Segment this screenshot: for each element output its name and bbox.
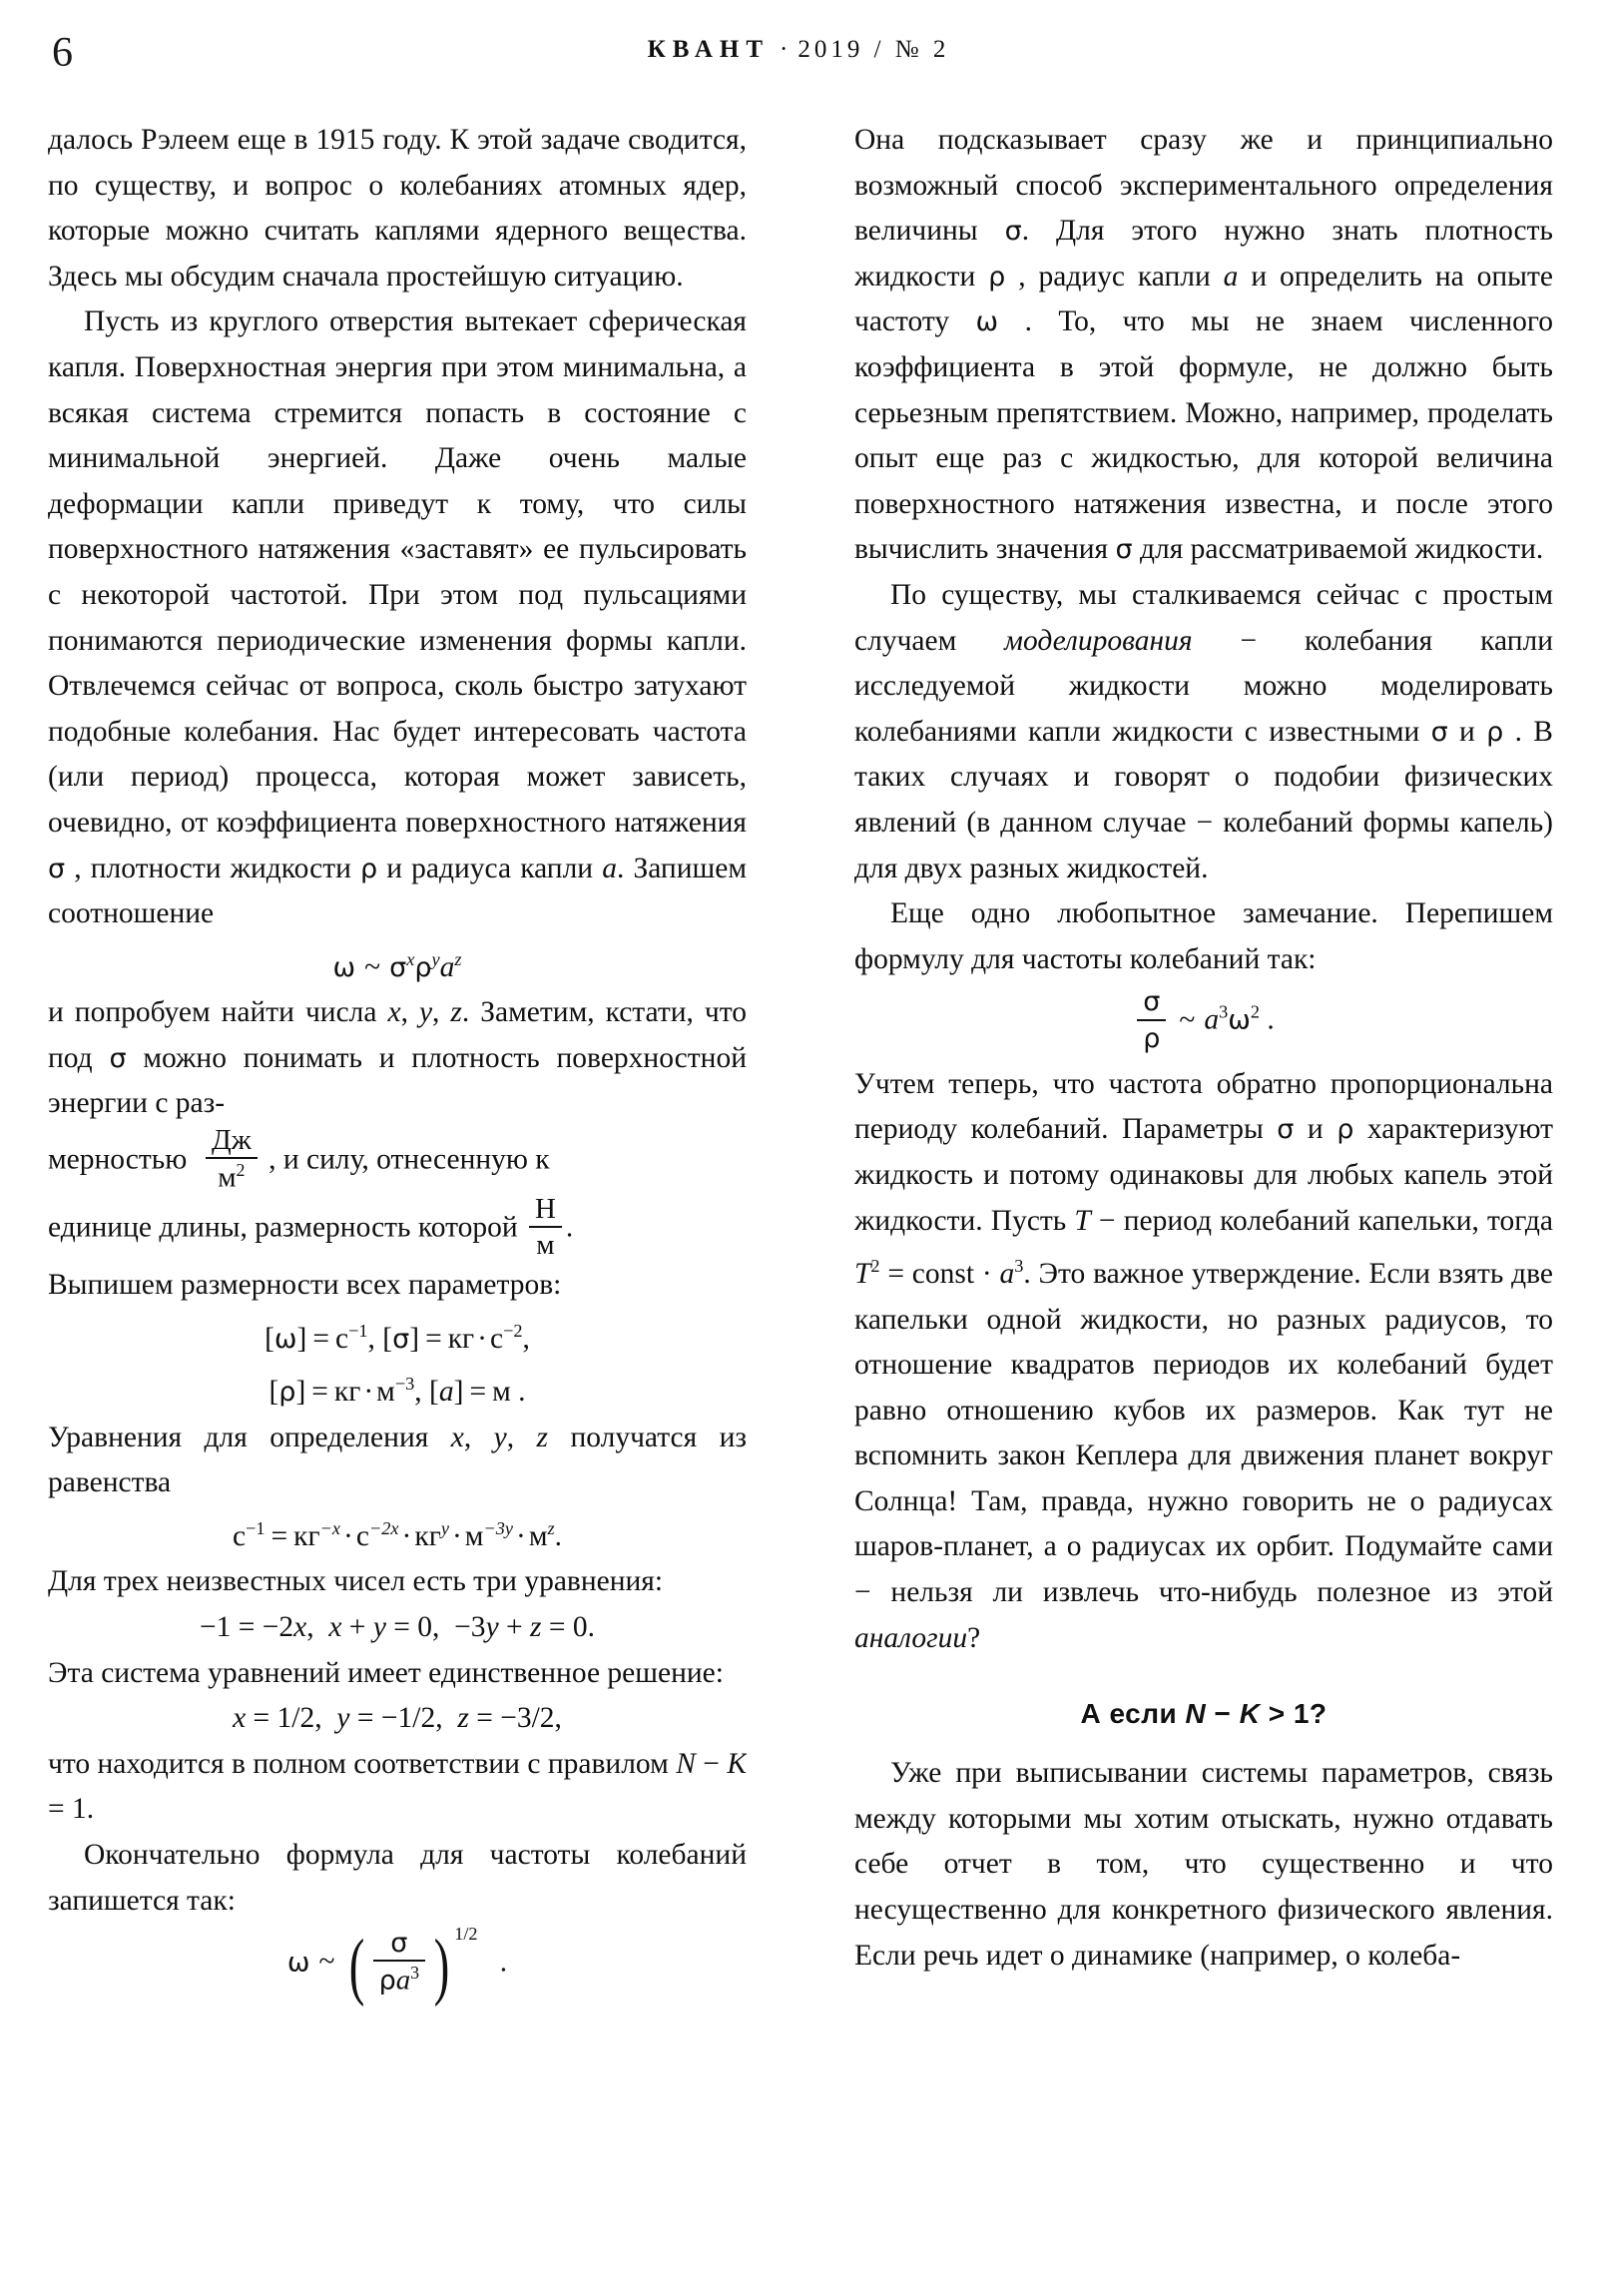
fraction-joule-per-m2: $\frac{Дж}{м^2}$ — [206, 1125, 258, 1194]
running-head-separator: · — [780, 36, 789, 63]
paragraph-9: Эта система уравнений имеет единственное решение: — [48, 1656, 724, 1689]
paragraph-10: что находится в полном соответствии с правилом N − K = 1. — [48, 1747, 747, 1826]
section-subheading — [854, 1691, 1553, 1737]
equation-solution: x = 1/2, y = −1/2, z = −3/2, — [233, 1702, 562, 1735]
paragraph-1: далось Рэлеем еще в 1915 году. К этой задаче сводится, по существу, и вопрос о колебаниях атомных ядер, которые можно считать каплями ядерного вещества. Здесь мы обсудим сначала простейшую ситуацию. — [48, 124, 747, 292]
two-column-body — [0, 118, 1597, 2294]
subheading-prefix: А если — [1080, 1698, 1186, 1730]
equation-dimensional-equality: $с^{-1} = кг^{-x} \cdot с^{-2x} \cdot кг^y \cdot м^{-3y} \cdot м^z$. — [232, 1518, 563, 1552]
subheading-suffix: > 1? — [1260, 1698, 1328, 1730]
equation-dimensions-line-2: [ρ] = кг · $м^{-3}$, [a] = м . — [268, 1374, 526, 1409]
page-header — [0, 28, 1597, 84]
equation-dimensions-line-1: $[\omega] = с^{-1}$, [σ] = кг · $с^{-2}$, — [265, 1320, 530, 1355]
right-column — [854, 118, 1553, 2289]
paragraph-6: Выпишем размерности всех параметров: — [48, 1269, 562, 1302]
running-head — [0, 36, 1597, 64]
issue-label: 2019 / № 2 — [798, 36, 950, 63]
subheading-minus: − — [1206, 1698, 1240, 1730]
page-number: 6 — [52, 30, 73, 76]
equation-final-frequency: ω ~ ( $\frac{\sigma}{\rho a^3}$ ) 1/2 . — [286, 1924, 508, 2008]
symbol-a: a — [602, 852, 617, 884]
magazine-title: КВАНТ — [647, 36, 770, 63]
paragraph-4-fraction-line: мерностью $\frac{Дж}{м^2}$ , и силу, отнесенную к — [48, 1123, 550, 1194]
paragraph-3: и попробуем найти числа x, y, z. Заметим, кстати, что под σ можно понимать и плотность поверхностной энергии с раз- — [48, 996, 747, 1120]
left-column — [48, 118, 747, 2289]
paragraph-2: Пусть из круглого отверстия вытекает сферическая капля. Поверхностная энергия при этом минимальна, а всякая система стремится попасть в состояние с минимальной энергией. Даже очень малые деформации капли приведут к тому, что силы поверхностного натяжения «заставят» ее пульсировать с некоторой частотой. При этом под пульсациями понимаются периодические изменения формы капли. Отвлечемся сейчас от вопроса, сколь быстро затухают подобные колебания. Нас будет интересовать частота (или период) процесса, которая может зависеть, очевидно, от коэффициента поверхностного натяжения σ , плотности жидкости ρ и радиуса капли a. Запишем соотношение — [48, 305, 747, 930]
symbol-rho: ρ — [360, 853, 378, 884]
fraction-sigma-over-rho-a3: $\frac{\sigma}{\rho a^3}$ — [373, 1928, 426, 1997]
italic-term-analogy: аналогии — [854, 1621, 968, 1654]
paragraph-r3: Еще одно любопытное замечание. Перепишем формулу для частоты колебаний так: — [854, 897, 1553, 975]
symbol-sigma: σ — [48, 853, 66, 884]
paragraph-8: Для трех неизвестных чисел есть три уравнения: — [48, 1565, 664, 1598]
subheading-symbol-k: K — [1239, 1698, 1261, 1730]
subheading-symbol-n: N — [1185, 1698, 1207, 1730]
paragraph-5-fraction-line: единице длины, размерность которой $\frac{Н}{м}$ . — [48, 1192, 574, 1262]
paragraph-r5: Уже при выписывании системы параметров, связь между которыми мы хотим отыскать, нужно отдавать себе отчет в том, что существенно и что несущественно для конкретного физического явления. Если речь идет о динамике (например, о колеба- — [854, 1757, 1553, 1972]
paragraph-r4: Учтем теперь, что частота обратно пропорциональна периоду колебаний. Параметры σ и ρ характеризуют жидкость и потому одинаковы для любых капель этой жидкости. Пусть T − период колебаний капельки, тогда $T^2$ = const · $a^3$. Это важное утверждение. Если взять две капельки одной жидкости, но разных радиусов, то отношение квадратов периодов их колебаний будет равно отношению кубов их размеров. Как тут не вспомнить закон Кеплера для движения планет вокруг Солнца! Там, правда, нужно говорить не о радиусах шаров-планет, а о радиусах их орбит. Подумайте сами − нельзя ли извлечь что-нибудь полезное из этой аналогии? — [854, 1067, 1553, 1654]
italic-term-modeling: моделирования — [1004, 624, 1193, 657]
paragraph-r1: Она подсказывает сразу же и принципиально возможный способ экспериментального определения величины σ. Для этого нужно знать плотность жидкости ρ , радиус капли a и определить на опыте частоту ω . То, что мы не знаем численного коэффициента в этой формуле, не должно быть серьезным препятствием. Можно, например, проделать опыт еще раз с жидкостью, для которой величина поверхностного натяжения известна, и после этого вычислить значения σ для рассматриваемой жидкости. — [854, 124, 1553, 566]
equation-sigma-over-rho: $\frac{\sigma}{\rho}$ ~ $a^3\omega^2$ . — [854, 988, 1553, 1055]
paragraph-r2: По существу, мы сталкиваемся сейчас с простым случаем моделирования − колебания капли исследуемой жидкости можно моделировать колебаниями капли жидкости с известными σ и ρ . В таких случаях и говорят о подобии физических явлений (в данном случае − колебаний формы капель) для двух разных жидкостей. — [854, 578, 1553, 884]
fraction-newton-per-m: $\frac{Н}{м}$ — [529, 1194, 562, 1261]
paragraph-7: Уравнения для определения x, y, z получатся из равенства — [48, 1421, 747, 1499]
fraction-sigma-over-rho: $\frac{\sigma}{\rho}$ — [1137, 986, 1166, 1053]
equation-system: −1 = −2x, x + y = 0, −3y + z = 0. — [199, 1611, 596, 1644]
equation-omega-scaling: ω ~ $\sigma^x\rho^ya^z$ — [332, 948, 462, 983]
paragraph-11: Окончательно формула для частоты колебаний запишется так: — [48, 1839, 747, 1917]
